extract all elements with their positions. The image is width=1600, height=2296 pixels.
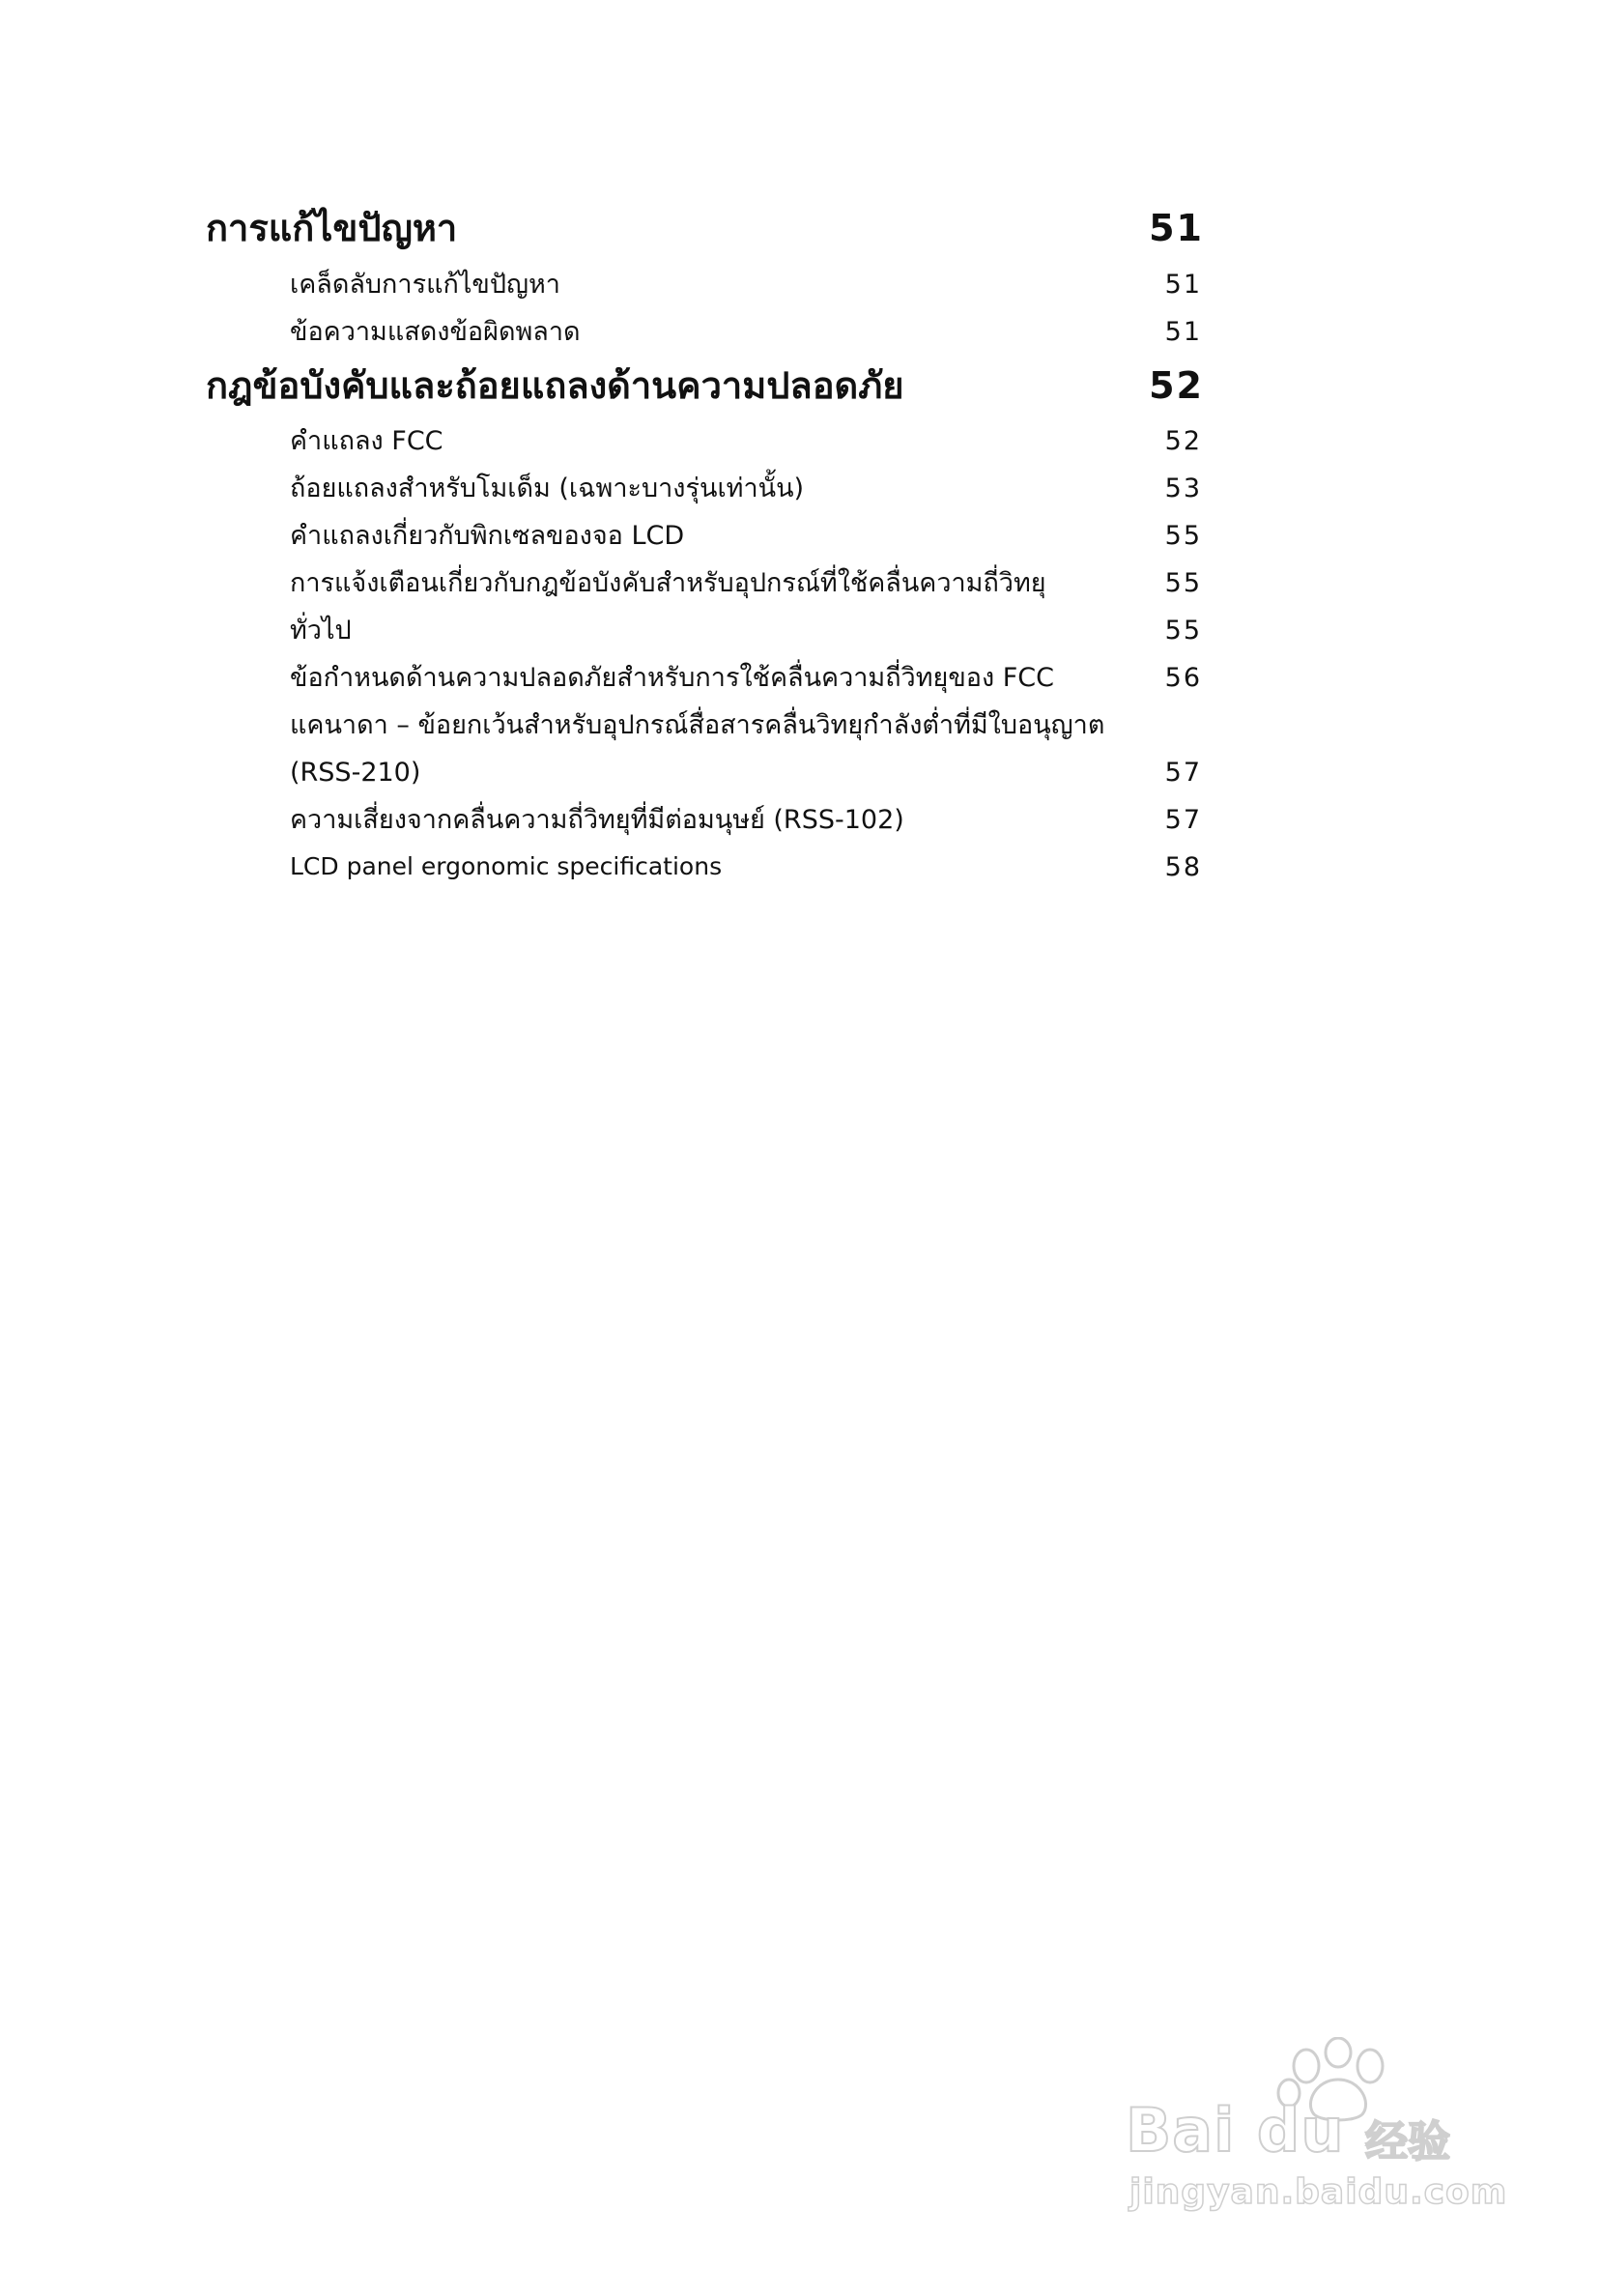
- watermark-url: jingyan.baidu.com: [1129, 2172, 1508, 2212]
- toc-entry: แคนาดา – ข้อยกเว้นสำหรับอุปกรณ์สื่อสารคลื่นวิทยุกำลังต่ำที่มีใบอนุญาต: [290, 710, 1105, 740]
- toc-entry: ความเสี่ยงจากคลื่นความถี่วิทยุที่มีต่อมนุษย์ (RSS-102): [290, 805, 904, 835]
- section-heading-troubleshooting: การแก้ไขปัญหา: [206, 207, 458, 249]
- toc-entry: ทั่วไป: [290, 616, 352, 646]
- section-page-number: 51: [1149, 207, 1204, 249]
- toc-entry: LCD panel ergonomic specifications: [290, 852, 723, 880]
- toc-entry: คำแถลงเกี่ยวกับพิกเซลของจอ LCD: [290, 521, 685, 551]
- toc-entry-page: 55: [1164, 521, 1202, 551]
- section-page-number: 52: [1149, 364, 1204, 407]
- toc-entry-page: 58: [1164, 852, 1202, 882]
- toc-entry: ข้อความแสดงข้อผิดพลาด: [290, 317, 581, 347]
- toc-entry-page: 55: [1164, 568, 1202, 598]
- section-heading-regulations-safety: กฎข้อบังคับและถ้อยแถลงด้านความปลอดภัย: [206, 364, 904, 407]
- toc-entry-page: 52: [1164, 426, 1202, 456]
- watermark-brand: Bai du: [1126, 2095, 1345, 2166]
- toc-entry: ถ้อยแถลงสำหรับโมเด็ม (เฉพาะบางรุ่นเท่านั้น): [290, 474, 805, 503]
- toc-entry-page: 56: [1164, 663, 1202, 693]
- toc-entry-page: 53: [1164, 474, 1202, 503]
- toc-entry-page: 51: [1164, 270, 1202, 300]
- toc-entry: (RSS-210): [290, 758, 421, 788]
- toc-entry: การแจ้งเตือนเกี่ยวกับกฎข้อบังคับสำหรับอุปกรณ์ที่ใช้คลื่นความถี่วิทยุ: [290, 568, 1046, 598]
- toc-entry: ข้อกำหนดด้านความปลอดภัยสำหรับการใช้คลื่นความถี่วิทยุของ FCC: [290, 663, 1055, 693]
- toc-entry-page: 57: [1164, 805, 1202, 835]
- toc-entry-page: 55: [1164, 616, 1202, 646]
- watermark-brand-cn: 经验: [1365, 2117, 1450, 2167]
- watermark-logo: [1126, 2037, 1512, 2211]
- toc-entry-page: 51: [1164, 317, 1202, 347]
- toc-entry-page: 57: [1164, 758, 1202, 788]
- toc-entry: เคล็ดลับการแก้ไขปัญหา: [290, 270, 560, 300]
- toc-entry: คำแถลง FCC: [290, 426, 443, 456]
